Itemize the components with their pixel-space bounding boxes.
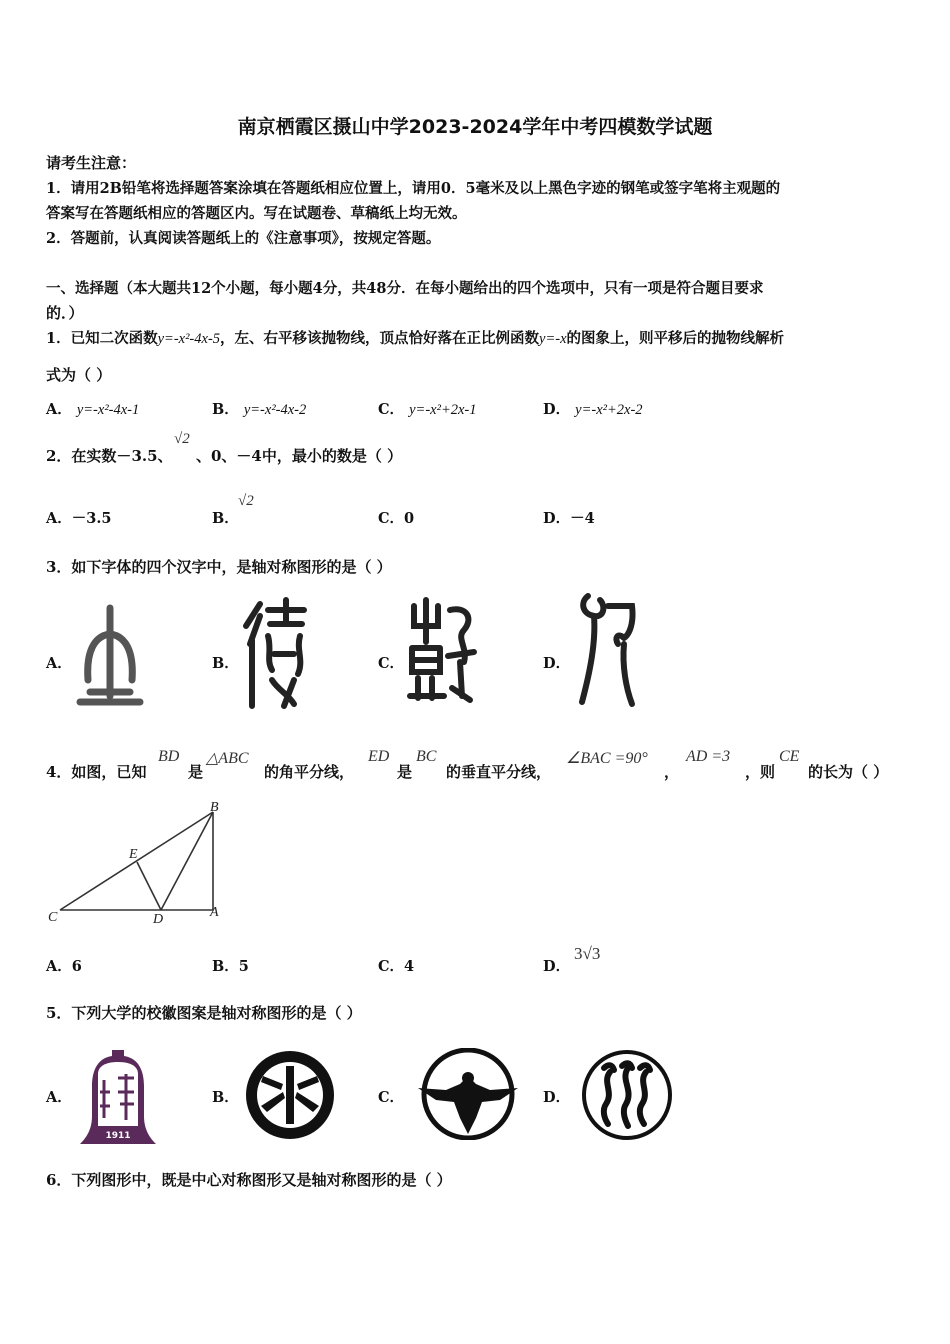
q4-stem-part-4: 是 [397, 763, 413, 781]
q2-option-a[interactable]: A．－3.5 [46, 510, 112, 527]
notice-line-2: 2．答题前，认真阅读答题纸上的《注意事项》，按规定答题。 [46, 230, 441, 247]
segment-bd [161, 812, 213, 910]
q3-option-a-label[interactable]: A． [46, 655, 72, 672]
q4-ad: AD =3 [686, 748, 731, 765]
q4-option-d[interactable]: D． [543, 958, 571, 975]
q2-stem-part-1: 2．在实数－3.5、 [46, 447, 173, 465]
q4-stem-part-1: 4．如图，已知 [46, 763, 147, 781]
q2-option-c[interactable]: C．0 [378, 510, 415, 527]
q5-stem: 5．下列大学的校徽图案是轴对称图形的是（ ） [46, 1004, 362, 1022]
q5-option-b-label[interactable]: B． [212, 1089, 239, 1106]
notice-heading: 请考生注意： [46, 154, 137, 172]
q4-angle-bac: ∠BAC =90° [566, 750, 648, 767]
wave-emblem-icon[interactable] [580, 1048, 674, 1142]
q1-function: y=-x²-4x-5 [157, 331, 221, 347]
q4-stem-part-6: ，则 [745, 763, 776, 781]
q4-option-c[interactable]: C．4 [378, 958, 415, 975]
section-header-line-2: 的．） [46, 304, 84, 322]
q4-triangle-abc: △ABC [206, 750, 249, 767]
q3-option-d-label[interactable]: D． [543, 655, 571, 672]
q2-option-b-value: √2 [238, 493, 254, 509]
bell-emblem-text: 1911 [105, 1131, 131, 1141]
q3-option-c-label[interactable]: C． [378, 655, 405, 672]
notice-line-1b: 答案写在答题纸相应的答题区内。写在试题卷、草稿纸上均无效。 [46, 205, 467, 222]
q4-option-a[interactable]: A．6 [46, 958, 82, 975]
label-a: A [210, 905, 219, 920]
seal-glyph-a-icon[interactable] [72, 600, 148, 716]
q5-option-d-label[interactable]: D． [543, 1089, 571, 1106]
label-c: C [48, 910, 58, 925]
seal-glyph-c-icon[interactable] [404, 596, 478, 706]
bell-emblem-icon[interactable] [78, 1046, 158, 1148]
section-header-line-1: 一、选择题（本大题共12个小题，每小题4分，共48分．在每小题给出的四个选项中，只有一项是符合题目要求 [46, 280, 764, 297]
q4-option-d-value: 3√3 [574, 944, 601, 963]
q4-bc: BC [416, 748, 437, 765]
q1-stem: 1．已知二次函数y=-x²-4x-5，左、右平移该抛物线，顶点恰好落在正比例函数y=-x的图象上，则平移后的抛物线解析 [46, 330, 785, 347]
eagle-emblem-icon[interactable] [416, 1048, 520, 1140]
segment-ed [137, 862, 161, 910]
notice-line-1a: 1．请用2B铅笔将选择题答案涂填在答题纸相应位置上，请用0．5毫米及以上黑色字迹的钢笔或签字笔将主观题的 [46, 180, 781, 197]
q6-stem: 6．下列图形中，既是中心对称图形又是轴对称图形的是（ ） [46, 1171, 452, 1189]
q4-stem-part-5: 的垂直平分线， [446, 763, 552, 781]
label-e: E [129, 847, 138, 862]
q4-triangle-figure [40, 800, 240, 935]
seal-glyph-d-icon[interactable] [574, 592, 638, 710]
q1-option-b[interactable]: B． y=-x²-4x-2 [212, 401, 307, 418]
q1-function-2: y=-x [539, 331, 567, 347]
q5-option-c-label[interactable]: C． [378, 1089, 405, 1106]
q1-stem-line-2: 式为（ ） [46, 366, 112, 384]
q2-option-b[interactable]: B． [212, 510, 239, 527]
q4-stem-part-7: 的长为（ ） [808, 763, 889, 781]
q3-stem: 3．如下字体的四个汉字中，是轴对称图形的是（ ） [46, 558, 392, 576]
q4-comma: ， [664, 763, 680, 781]
label-d: D [153, 912, 164, 927]
q2-option-d[interactable]: D．－4 [543, 510, 595, 527]
page-title: 南京栖霞区摄山中学2023-2024学年中考四模数学试题 [237, 116, 713, 138]
q2-stem-part-2: 、0、－4中，最小的数是（ ） [196, 447, 403, 465]
peking-emblem-icon[interactable] [243, 1048, 337, 1142]
q3-option-b-label[interactable]: B． [212, 655, 239, 672]
q4-ed: ED [368, 748, 390, 765]
q4-ce: CE [779, 748, 800, 765]
q2-sqrt2: √2 [174, 431, 190, 447]
q1-option-a[interactable]: A． y=-x²-4x-1 [46, 401, 140, 418]
q4-stem-part-3: 的角平分线， [264, 763, 355, 781]
q4-stem-part-2: 是 [188, 763, 204, 781]
q4-bd: BD [158, 748, 180, 765]
seal-glyph-b-icon[interactable] [238, 596, 312, 714]
q1-option-d[interactable]: D． y=-x²+2x-2 [543, 401, 643, 418]
label-b: B [210, 800, 219, 815]
q5-option-a-label[interactable]: A． [46, 1089, 72, 1106]
q4-option-b[interactable]: B．5 [212, 958, 249, 975]
q1-option-c[interactable]: C． y=-x²+2x-1 [378, 401, 477, 418]
